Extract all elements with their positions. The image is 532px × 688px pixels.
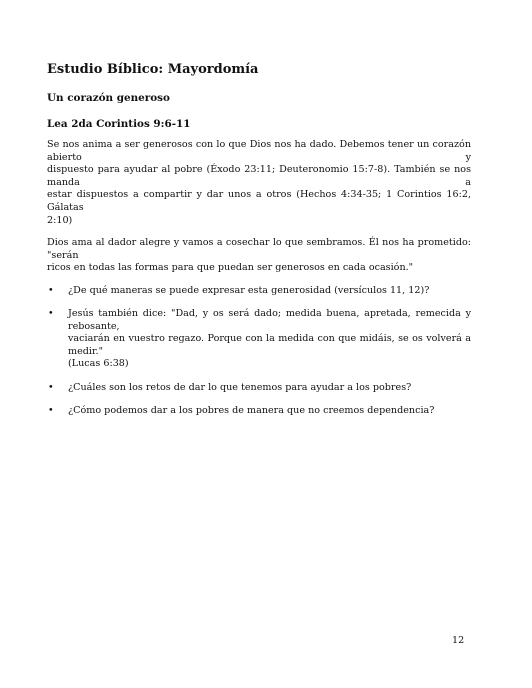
question-text: vaciarán en vuestro regazo. Porque con la medida con que midáis, se os volverá a medir." bbox=[68, 333, 471, 357]
paragraph-cheerful-giver bbox=[47, 237, 471, 275]
list-item bbox=[47, 382, 471, 395]
page-number: 12 bbox=[452, 635, 465, 646]
page-content bbox=[47, 62, 471, 428]
question-text: (Lucas 6:38) bbox=[68, 358, 129, 370]
scripture-reference: Lea 2da Corintios 9:6-11 bbox=[47, 118, 191, 130]
bullet-icon: • bbox=[48, 381, 54, 393]
question-text: ¿Cuáles son los retos de dar lo que tenemos para ayudar a los pobres? bbox=[68, 381, 412, 393]
bullet-icon: • bbox=[48, 308, 54, 320]
question-list bbox=[47, 285, 471, 417]
section-subtitle: Un corazón generoso bbox=[47, 92, 170, 104]
paragraph-line: dispuesto para ayudar al pobre (Éxodo 23:11; Deuteronomio 15:7-8). También se nos manda a bbox=[47, 164, 471, 188]
bullet-icon: • bbox=[48, 404, 54, 416]
paragraph-generosity bbox=[47, 139, 471, 227]
question-text: ¿De qué maneras se puede expresar esta generosidad (versículos 11, 12)? bbox=[68, 284, 430, 296]
question-text: Jesús también dice: "Dad, y os será dado; medida buena, apretada, remecida y rebosante, bbox=[68, 308, 471, 332]
question-text: ¿Cómo podemos dar a los pobres de manera que no creemos dependencia? bbox=[68, 404, 435, 416]
paragraph-line: 2:10) bbox=[47, 214, 73, 226]
page-title: Estudio Bíblico: Mayordomía bbox=[47, 62, 259, 77]
list-item bbox=[47, 285, 471, 298]
list-item bbox=[47, 405, 471, 418]
bullet-icon: • bbox=[48, 284, 54, 296]
paragraph-line: ricos en todas las formas para que puedan ser generosos en cada ocasión." bbox=[47, 262, 414, 274]
paragraph-line: Dios ama al dador alegre y vamos a cosechar lo que sembramos. Él nos ha prometido: "serán bbox=[47, 237, 471, 261]
list-item bbox=[47, 308, 471, 371]
paragraph-line: Se nos anima a ser generosos con lo que Dios nos ha dado. Debemos tener un corazón abierto y bbox=[47, 139, 471, 163]
paragraph-line: estar dispuestos a compartir y dar unos a otros (Hechos 4:34-35; 1 Corintios 16:2, Gálatas bbox=[47, 189, 471, 213]
